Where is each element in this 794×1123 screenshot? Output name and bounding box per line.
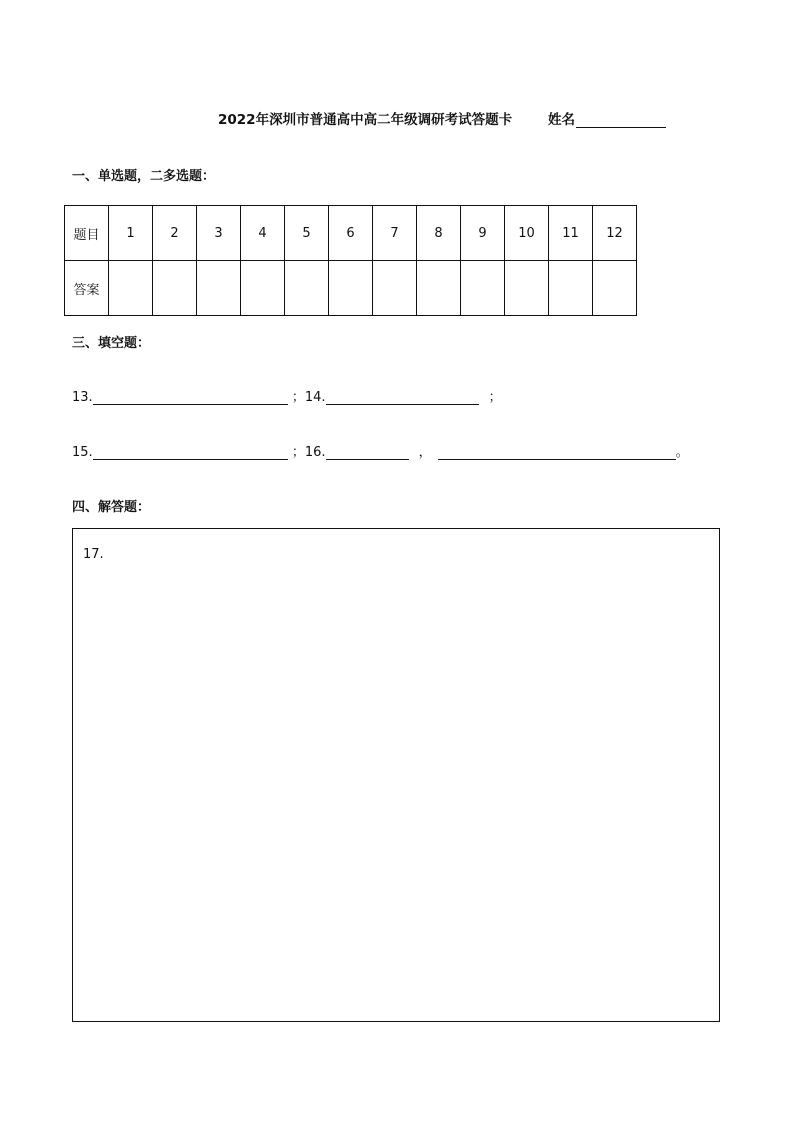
question-number: 2 [153,206,197,261]
question-17-label: 17. [83,547,104,562]
question-number: 11 [549,206,593,261]
page-title [218,108,512,128]
answer-cell[interactable] [373,261,417,316]
question-15-label: 15. [72,445,93,460]
question-number: 3 [197,206,241,261]
question-number: 8 [417,206,461,261]
name-label: 姓名 [548,112,575,128]
answer-cell[interactable] [109,261,153,316]
answer-cell[interactable] [505,261,549,316]
answer-cell[interactable] [197,261,241,316]
question-14-label: 14. [304,390,326,405]
answer-cell[interactable] [461,261,505,316]
answer-blank-13[interactable] [93,390,288,405]
question-number: 9 [461,206,505,261]
answer-blank-16a[interactable] [326,445,409,460]
fill-row-15-16 [72,441,689,460]
answer-cell[interactable] [241,261,285,316]
question-13-label: 13. [72,390,93,405]
fill-row-13-14 [72,386,508,405]
question-number: 1 [109,206,153,261]
answer-cell[interactable] [153,261,197,316]
question-number: 4 [241,206,285,261]
answer-blank-15[interactable] [93,445,288,460]
question-16-label: 16. [304,445,326,460]
answer-blank-16b[interactable] [438,445,676,460]
answer-cell[interactable] [549,261,593,316]
section-heading-fill: 三、填空题： [72,336,151,351]
question-number-row [65,206,637,261]
question-number: 12 [593,206,637,261]
row-label-answer: 答案 [65,261,109,316]
row-label-question: 题目 [65,206,109,261]
answer-grid [64,205,637,316]
question-number: 10 [505,206,549,261]
answer-cell[interactable] [593,261,637,316]
name-field [548,108,666,128]
semicolon: ； [291,445,305,460]
period: 。 [675,445,689,460]
page-title-text: 2022年深圳市普通高中高二年级调研考试答题卡 [218,112,513,128]
answer-row [65,261,637,316]
answer-box-17[interactable] [72,528,720,1022]
answer-blank-14[interactable] [326,390,479,405]
semicolon: ； [291,390,305,405]
question-number: 6 [329,206,373,261]
comma: ， [418,445,432,460]
semicolon: ； [488,390,502,405]
question-number: 5 [285,206,329,261]
section-heading-solve: 四、解答题： [72,500,151,515]
name-blank[interactable] [576,113,666,128]
answer-cell[interactable] [417,261,461,316]
question-number: 7 [373,206,417,261]
answer-cell[interactable] [285,261,329,316]
answer-cell[interactable] [329,261,373,316]
section-heading-choice: 一、单选题，二多选题： [72,169,216,184]
